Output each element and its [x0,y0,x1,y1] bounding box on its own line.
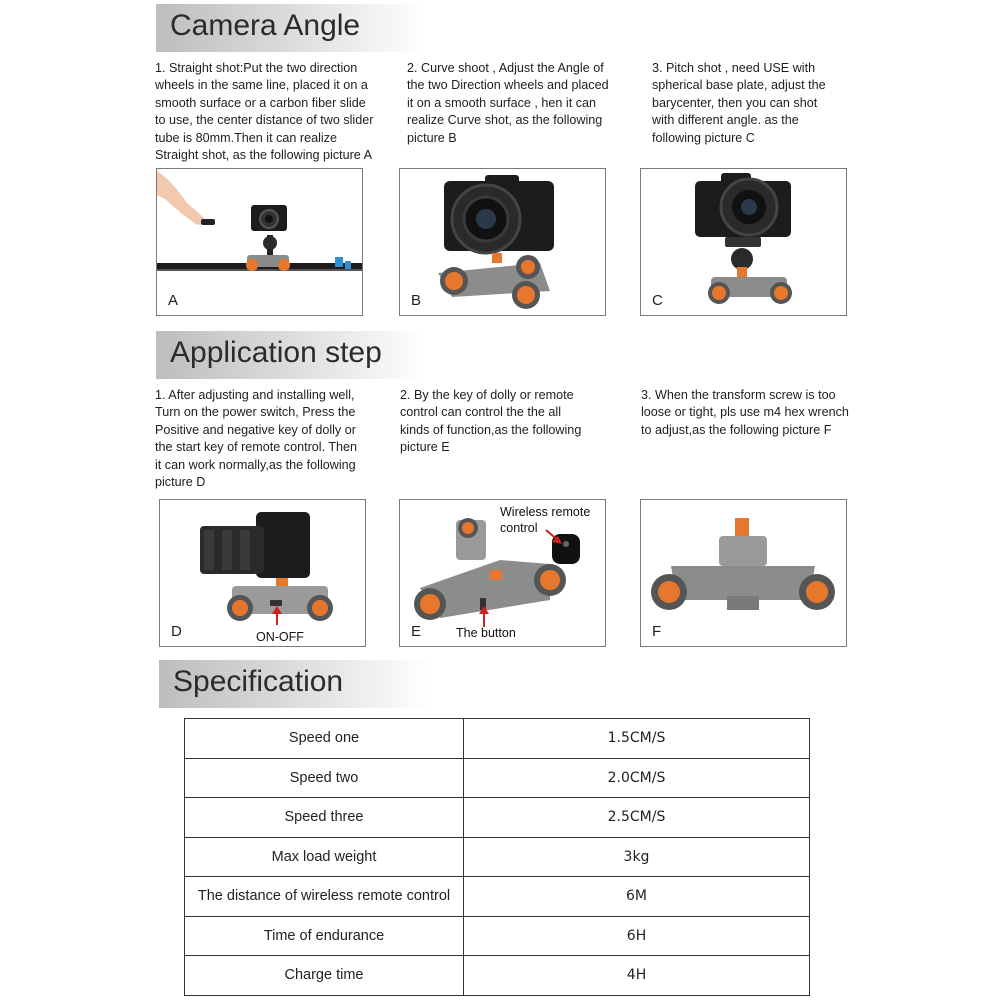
spec-value: 1.5CM/S [464,719,810,759]
section-title: Specification [173,665,344,698]
section-heading-camera-angle [156,4,426,52]
table-row [185,877,810,917]
picture-e [399,499,606,647]
picture-label: E [411,623,422,640]
spec-value: 2.5CM/S [464,798,810,838]
power-switch-photo [160,500,365,646]
picture-a [156,168,363,316]
picture-f [640,499,847,647]
spec-name: Charge time [185,956,464,996]
table-row [185,798,810,838]
table-row [185,719,810,759]
picture-label: C [652,292,663,309]
spec-name: Speed one [185,719,464,759]
camera-angle-step-3: 3. Pitch shot , need USE with spherical base plate, adjust the barycenter, then you can shot with different angle. as the following picture C [652,61,826,145]
spec-name: Speed three [185,798,464,838]
spec-value: 2.0CM/S [464,758,810,798]
picture-label: D [171,623,182,640]
application-step-1: 1. After adjusting and installing well, Turn on the power switch, Press the Positive and negative key of dolly or the start key of remote control. Then it can work normally,as the following picture D [155,388,358,490]
pitch-shot-photo [641,169,846,315]
picture-label: A [168,292,179,309]
picture-label: B [411,292,422,309]
section-heading-application-step [156,331,426,379]
application-step-2: 2. By the key of dolly or remote control can control the the all kinds of function,as the following picture E [400,388,582,455]
table-row [185,956,810,996]
picture-b [399,168,606,316]
picture-d [159,499,366,647]
spec-name: Max load weight [185,837,464,877]
transform-screw-photo [641,500,846,646]
spec-value: 6H [464,916,810,956]
camera-angle-step-2: 2. Curve shoot , Adjust the Angle of the two Direction wheels and placed it on a smooth surface , hen it can realize Curve shot, as the following picture B [407,61,609,145]
table-row [185,916,810,956]
spec-name: The distance of wireless remote control [185,877,464,917]
spec-value: 3kg [464,837,810,877]
section-title: Application step [170,336,382,369]
section-heading-specification [159,660,429,708]
spec-value: 6M [464,877,810,917]
remote-annotation: Wireless remote control [500,505,591,535]
spec-name: Time of endurance [185,916,464,956]
section-title: Camera Angle [170,9,361,42]
curve-shot-photo [400,169,605,315]
table-row [185,758,810,798]
button-annotation: The button [456,626,516,640]
application-step-3: 3. When the transform screw is too loose or tight, pls use m4 hex wrench to adjust,as the following picture F [641,388,849,437]
slider-dolly-photo [157,169,362,315]
specification-table [184,718,810,996]
picture-c [640,168,847,316]
spec-name: Speed two [185,758,464,798]
picture-label: F [652,623,662,640]
spec-value: 4H [464,956,810,996]
camera-angle-step-1: 1. Straight shot:Put the two direction wheels in the same line, placed it on a smooth surface or a carbon fiber slide to use, the center distance of two slider tube is 80mm.Then it can realize Straight shot, as the following picture A [155,61,374,163]
on-off-annotation: ON-OFF [256,630,304,644]
table-row [185,837,810,877]
